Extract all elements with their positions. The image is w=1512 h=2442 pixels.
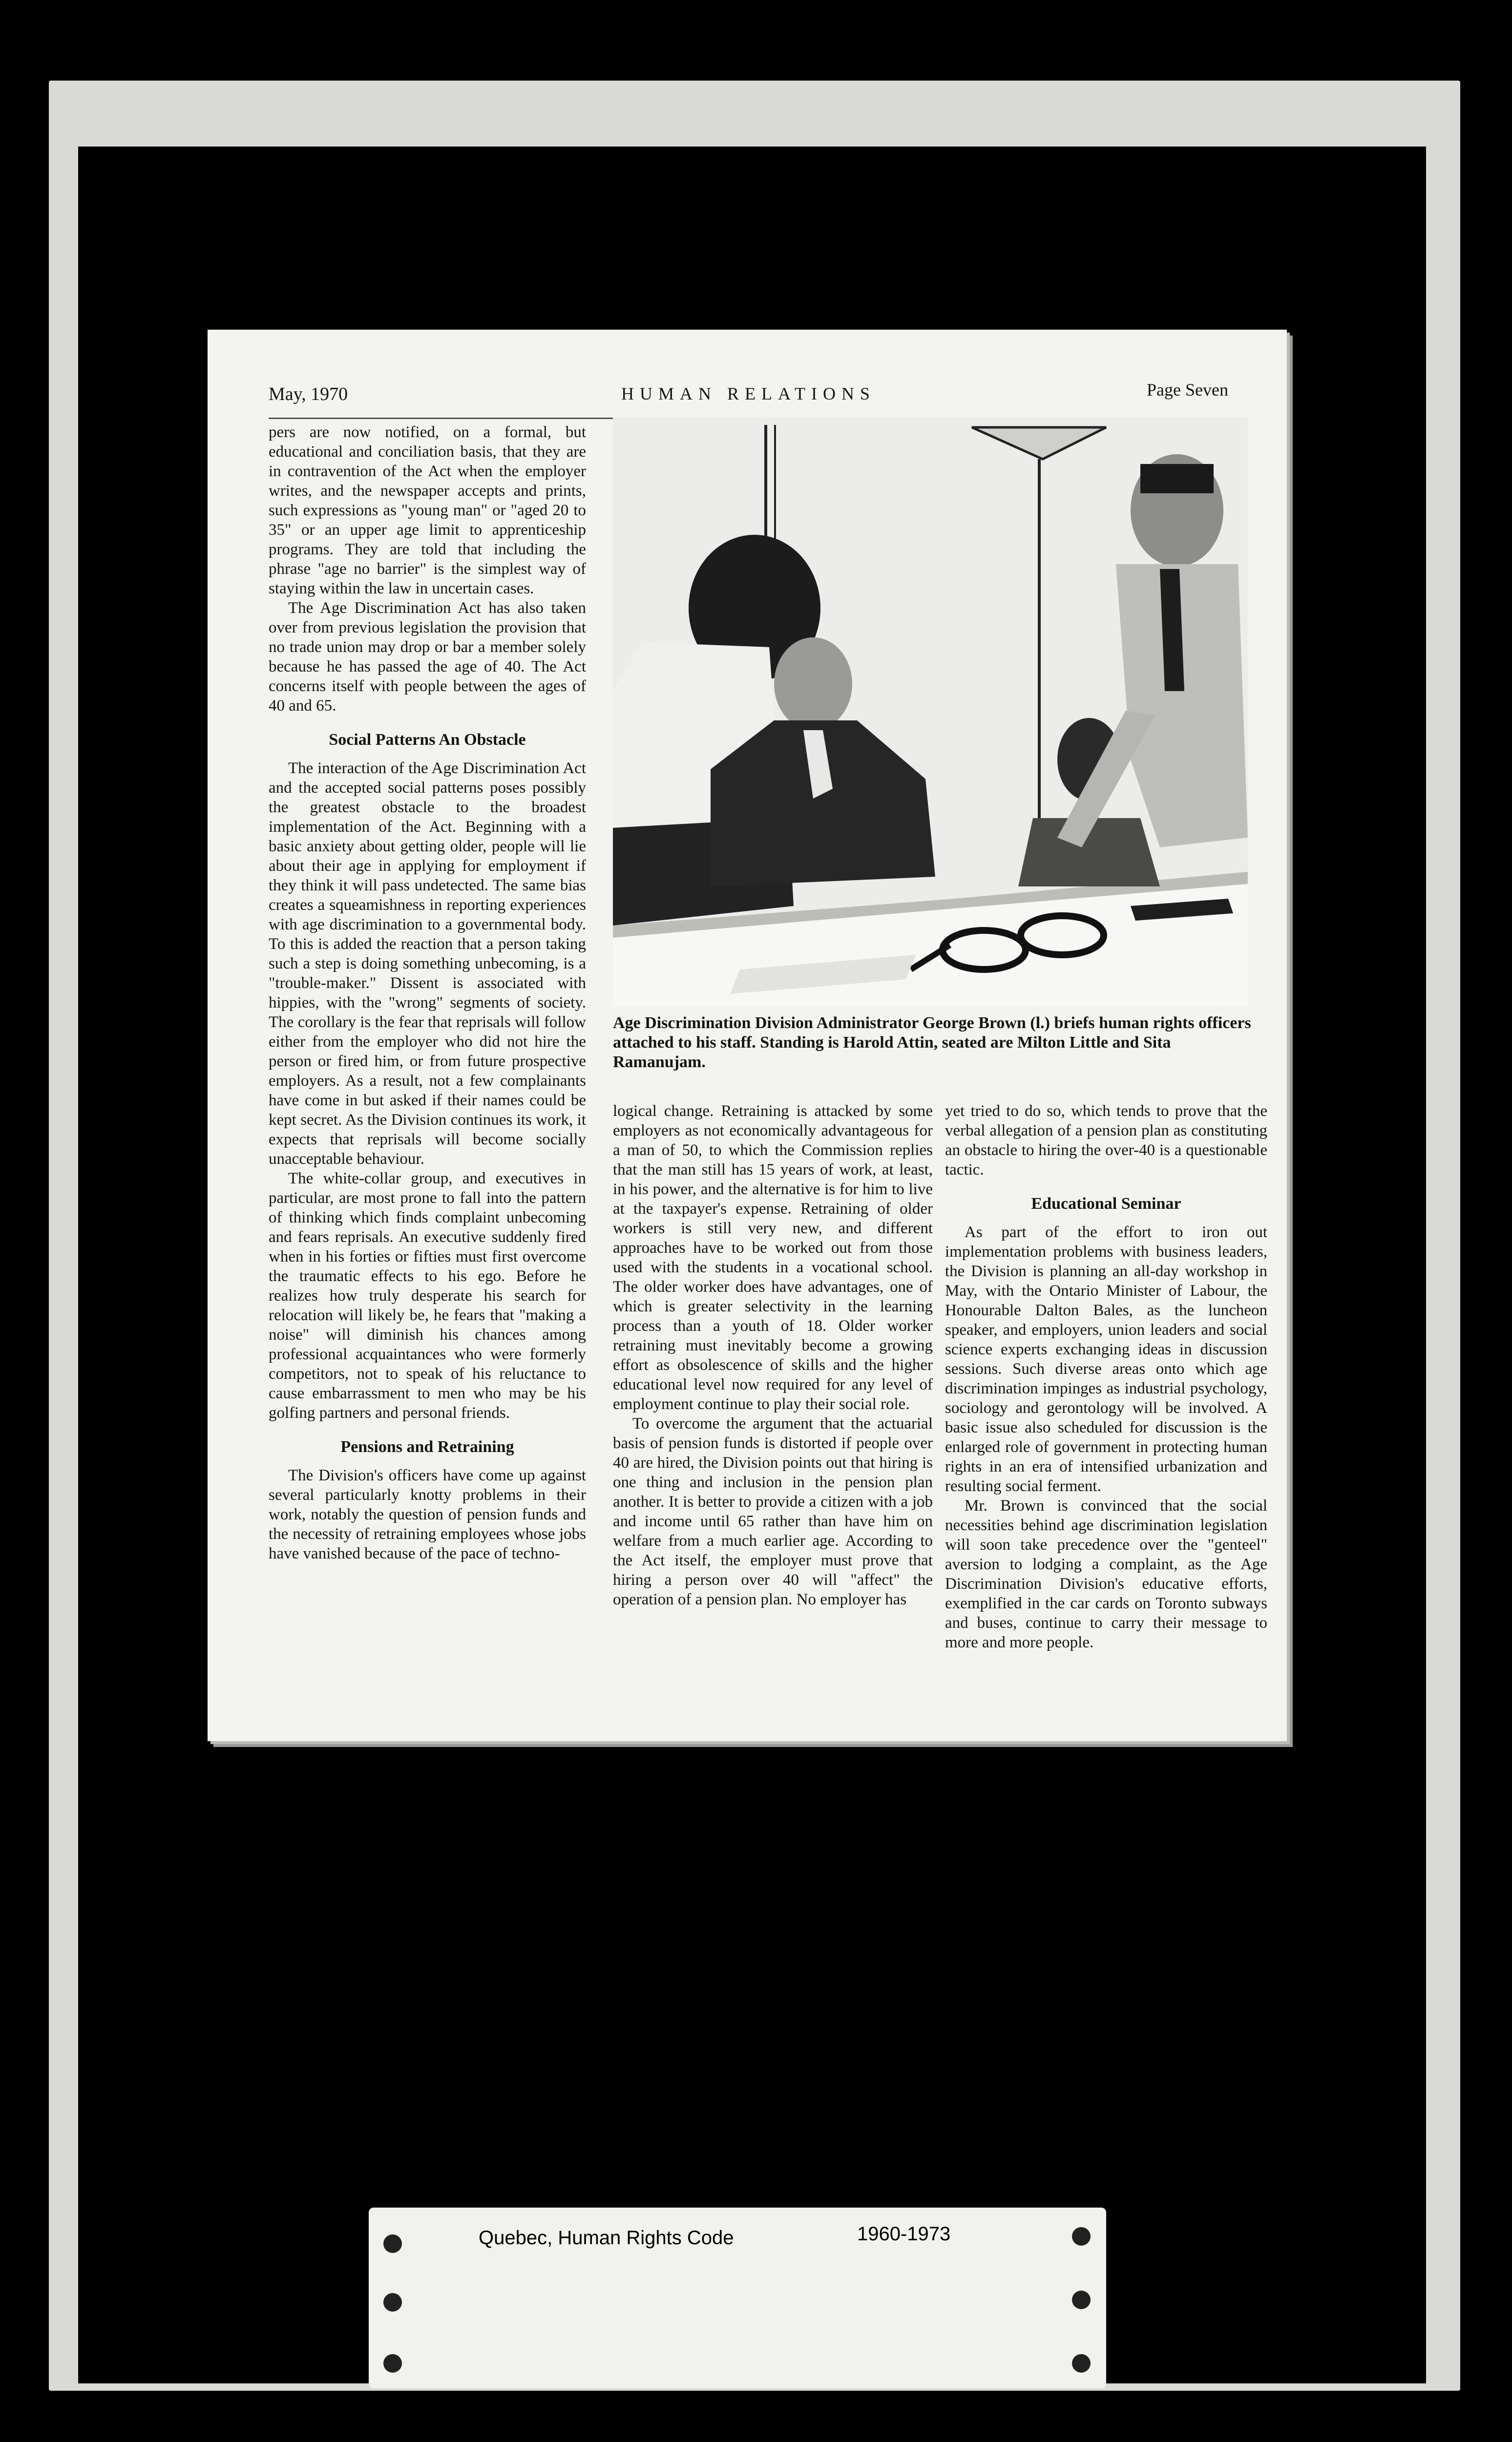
section-heading: Social Patterns An Obstacle — [329, 731, 526, 749]
archive-label-card — [369, 2208, 1106, 2388]
page-header — [269, 380, 1228, 419]
photo-caption: Age Discrimination Division Administrator George Brown (l.) briefs human rights officers attached to his staff. Standing is Harold Attin, seated are Milton Little and Sita Ramanujam. — [613, 1014, 1251, 1071]
document-page — [208, 330, 1287, 1741]
rivet-icon — [383, 2354, 402, 2373]
paragraph: logical change. Retraining is attacked by some employers as not economically advantageous for a man of 50, to which the Commission replies that the man still has 15 years of work, at least, in his power, and the alternative is for him to live at the taxpayer's expense. Retraining of older workers is still very new, and different approaches have to be worked out from those used with the students in a vocational school. The older worker does have advantages, one of which is greater selectivity in the learning process than a youth of 18. Older worker retraining must inevitably become a growing effort as obsolescence of skills and the higher educational level now required for any level of employment continue to play their social role. — [613, 1102, 933, 1413]
photograph — [613, 418, 1248, 1006]
journal-title: HUMAN RELATIONS — [621, 384, 876, 403]
paragraph: yet tried to do so, which tends to prove that the verbal allegation of a pension plan as constituting an obstacle to hiring the over-40 is a questionable tactic. — [945, 1102, 1267, 1179]
left-column — [269, 422, 586, 1563]
rivet-icon — [383, 2293, 402, 2312]
section-heading: Educational Seminar — [1031, 1195, 1181, 1213]
paragraph: Mr. Brown is convinced that the social necessities behind age discrimination legislation will soon take precedence over the "genteel" aversion to lodging a complaint, as the Age Discrimination Division's educative efforts, exemplified in the car cards on Toronto subways and buses, continue to carry their message to more and more people. — [945, 1497, 1267, 1651]
rivet-icon — [1072, 2354, 1091, 2373]
rivet-icon — [1072, 2291, 1091, 2309]
rivet-icon — [1072, 2227, 1091, 2246]
section-heading: Pensions and Retraining — [340, 1438, 514, 1456]
right-column — [945, 1101, 1267, 1652]
label-years: 1960-1973 — [857, 2223, 951, 2245]
photograph-icon — [613, 418, 1248, 1006]
rivet-icon — [383, 2234, 402, 2253]
paragraph: To overcome the argument that the actuarial basis of pension funds is distorted if people over 40 are hired, the Division points out that hiring is one thing and inclusion in the pension plan another. It is better to provide a citizen with a job and income until 65 rather than have him on welfare from a much earlier age. According to the Act itself, the employer must prove that hiring a person over 40 will "affect" the operation of a pension plan. No employer has — [613, 1415, 933, 1608]
paragraph: The interaction of the Age Discrimination Act and the accepted social patterns poses possibly the greatest obstacle to the broadest implementation of the Act. Beginning with a basic anxiety about getting older, people will lie about their age in applying for employment if they think it will pass undetected. The same bias creates a squeamishness in reporting experiences with age discrimination to a governmental body. To this is added the reaction that a person taking such a step is doing something unbecoming, is a "trouble-maker." Dissent is associated with hippies, with the "wrong" segments of society. The corollary is the fear that reprisals will follow either from the employer who did not hire the person or fired him, or from future prospective employers. As a result, not a few complainants have come in but asked if their names could be kept secret. As the Division continues its work, it expects that reprisals will become socially unacceptable behaviour. — [269, 759, 586, 1168]
page-number: Page Seven — [1147, 380, 1228, 400]
paragraph: The white-collar group, and executives in particular, are most prone to fall into the pattern of thinking which finds complaint unbecoming and fears reprisals. An executive suddenly fired when in his forties or fifties must first overcome the traumatic effects to his ego. Before he realizes how truly desperate his search for relocation will likely be, he fears that "making a noise" will diminish his chances among professional acquaintances who were formerly competitors, not to speak of his reluctance to cause embarrassment to men who may be his golfing partners and personal friends. — [269, 1170, 586, 1422]
paragraph: The Age Discrimination Act has also taken over from previous legislation the provision that no trade union may drop or bar a member solely because he has passed the age of 40. The Act concerns itself with people between the ages of 40 and 65. — [269, 599, 586, 715]
paragraph: pers are now notified, on a formal, but educational and conciliation basis, that they are in contravention of the Act when the employer writes, and the newspaper accepts and prints, such expressions as "young man" or "aged 20 to 35" or an upper age limit to apprenticeship programs. They are told that including the phrase "age no barrier" is the simplest way of staying within the law in uncertain cases. — [269, 423, 586, 597]
label-title: Quebec, Human Rights Code — [479, 2227, 734, 2249]
paragraph: As part of the effort to iron out implementation problems with business leaders, the Division is planning an all-day workshop in May, with the Ontario Minister of Labour, the Honourable Dalton Bales, as the luncheon speaker, and employers, union leaders and social science experts exchanging ideas in discussion sessions. Such diverse areas onto which age discrimination impinges as industrial psychology, sociology and gerontology will be involved. A basic issue also scheduled for discussion is the enlarged role of government in protecting human rights in an era of intensified urbanization and resulting social ferment. — [945, 1223, 1267, 1495]
issue-date: May, 1970 — [269, 384, 348, 404]
paragraph: The Division's officers have come up against several particularly knotty problems in their work, notably the question of pension funds and the necessity of retraining employees whose jobs have vanished because of the pace of techno- — [269, 1467, 586, 1562]
middle-column — [613, 1101, 933, 1609]
